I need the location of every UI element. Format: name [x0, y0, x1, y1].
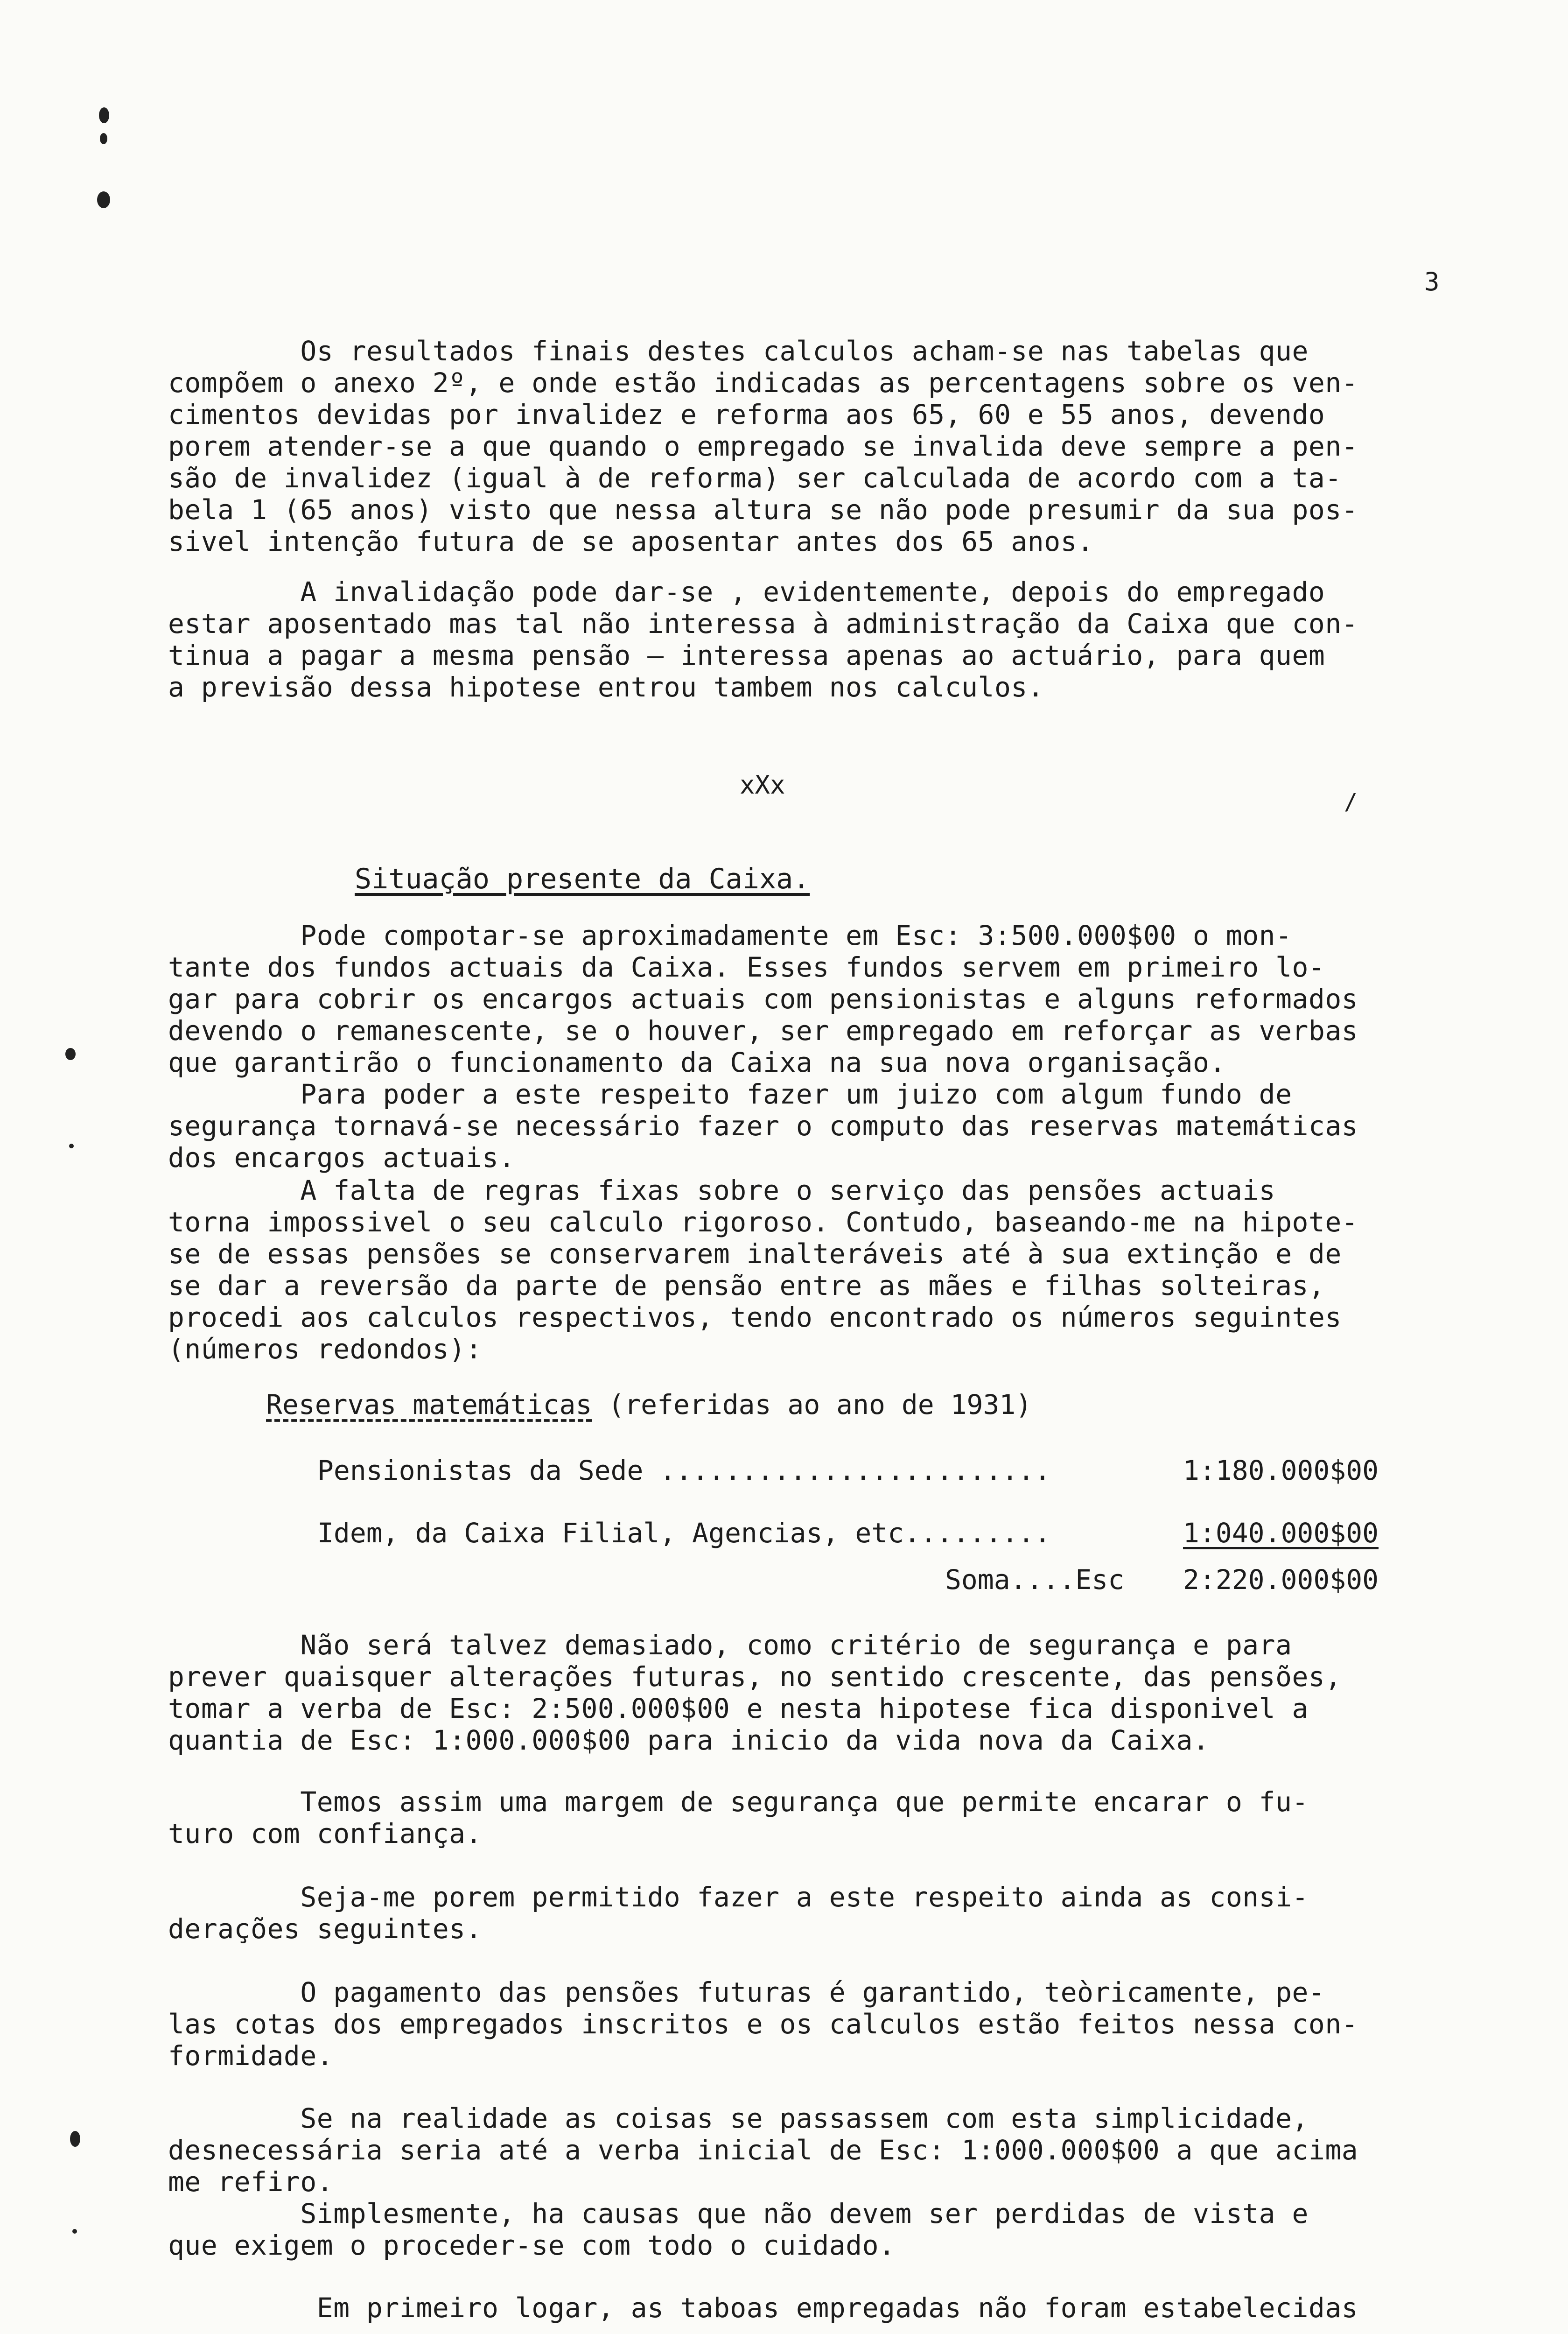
text-line: (números redondos):: [168, 1333, 482, 1365]
text-line: turo com confiança.: [168, 1818, 482, 1849]
text-line: segurança tornavá-se necessário fazer o computo das reservas matemáticas: [168, 1110, 1358, 1142]
text-line: sivel intenção futura de se aposentar antes dos 65 anos.: [168, 526, 1094, 557]
section-separator: xXx: [740, 770, 785, 800]
text-line: são de invalidez (igual à de reforma) ser calculada de acordo com a ta-: [168, 462, 1342, 494]
paragraph-8: [168, 1881, 1512, 1945]
margin-ink-mark: [69, 1144, 74, 1148]
text-line: Para poder a este respeito fazer um juizo com algum fundo de: [168, 1078, 1292, 1110]
text-line: tomar a verba de Esc: 2:500.000$00 e nesta hipotese fica disponivel a: [168, 1693, 1309, 1724]
text-line: se dar a reversão da parte de pensão entre as mães e filhas solteiras,: [168, 1270, 1325, 1301]
margin-ink-mark: [65, 1048, 76, 1060]
text-line: bela 1 (65 anos) visto que nessa altura se não pode presumir da sua pos-: [168, 494, 1358, 526]
reserves-row-amount: 1:040.000$00: [1183, 1517, 1379, 1549]
text-line: Seja-me porem permitido fazer a este respeito ainda as consi-: [168, 1881, 1309, 1913]
paragraph-5: [168, 1174, 1512, 1365]
text-line: Pode compotar-se aproximadamente em Esc: 3:500.000$00 o mon-: [168, 920, 1292, 951]
page-number: 3: [1424, 267, 1440, 296]
reserves-title-underlined: Reservas matemáticas: [266, 1389, 592, 1420]
text-line: Se na realidade as coisas se passassem com esta simplicidade,: [168, 2102, 1309, 2134]
paragraph-3: [168, 920, 1512, 1078]
reserves-row-amount: 1:180.000$00: [1183, 1455, 1379, 1486]
text-line: formidade.: [168, 2040, 334, 2072]
paragraph-4: [168, 1078, 1512, 1174]
paragraph-2: [168, 576, 1512, 703]
margin-ink-mark: [70, 2131, 80, 2147]
margin-ink-mark: [72, 2229, 77, 2234]
reserves-title-rest: (referidas ao ano de 1931): [592, 1389, 1032, 1420]
text-line: A falta de regras fixas sobre o serviço das pensões actuais: [168, 1174, 1276, 1206]
reserves-table-title: [266, 1389, 1032, 1420]
paragraph-1: [168, 335, 1512, 557]
text-line: Os resultados finais destes calculos acham-se nas tabelas que: [168, 335, 1309, 367]
text-line: Em primeiro logar, as taboas empregadas não foram estabelecidas: [168, 2292, 1358, 2324]
text-line: tante dos fundos actuais da Caixa. Esses fundos servem em primeiro lo-: [168, 951, 1325, 983]
text-line: tinua a pagar a mesma pensão — interessa apenas ao actuário, para quem: [168, 640, 1325, 671]
text-line: procedi aos calculos respectivos, tendo encontrado os números seguintes: [168, 1301, 1342, 1333]
stray-mark: /: [1344, 789, 1358, 815]
text-line: devendo o remanescente, se o houver, ser empregado em reforçar as verbas: [168, 1015, 1358, 1047]
reserves-row-label: Idem, da Caixa Filial, Agencias, etc.........: [317, 1517, 1051, 1549]
margin-ink-mark: [99, 107, 109, 123]
reserves-total-amount: 2:220.000$00: [1183, 1564, 1379, 1596]
paragraph-7: [168, 1786, 1512, 1849]
text-line: prever quaisquer alterações futuras, no sentido crescente, das pensões,: [168, 1661, 1342, 1693]
text-line: Não será talvez demasiado, como critério de segurança e para: [168, 1629, 1292, 1661]
text-line: dos encargos actuais.: [168, 1142, 515, 1174]
text-line: se de essas pensões se conservarem inalteráveis até à sua extinção e de: [168, 1238, 1342, 1270]
paragraph-9: [168, 1976, 1512, 2072]
paragraph-10: [168, 2102, 1512, 2198]
text-line: las cotas dos empregados inscritos e os calculos estão feitos nessa con-: [168, 2008, 1358, 2040]
reserves-row-label: Pensionistas da Sede ........................: [317, 1455, 1051, 1486]
text-line: cimentos devidas por invalidez e reforma aos 65, 60 e 55 anos, devendo: [168, 399, 1325, 430]
text-line: gar para cobrir os encargos actuais com pensionistas e alguns reformados: [168, 983, 1358, 1015]
reserves-total-label: Soma....Esc: [945, 1564, 1125, 1596]
section-heading: Situação presente da Caixa.: [355, 863, 810, 895]
paragraph-12: [168, 2292, 1512, 2324]
text-line: me refiro.: [168, 2166, 334, 2198]
paragraph-6: [168, 1629, 1512, 1756]
margin-ink-mark: [100, 133, 107, 144]
text-line: derações seguintes.: [168, 1913, 482, 1945]
text-line: Simplesmente, ha causas que não devem ser perdidas de vista e: [168, 2198, 1309, 2229]
text-line: que garantirão o funcionamento da Caixa na sua nova organisação.: [168, 1047, 1226, 1078]
text-line: que exigem o proceder-se com todo o cuidado.: [168, 2229, 896, 2261]
paragraph-11: [168, 2198, 1512, 2261]
text-line: desnecessária seria até a verba inicial de Esc: 1:000.000$00 a que acima: [168, 2134, 1358, 2166]
margin-ink-mark: [97, 191, 110, 208]
text-line: quantia de Esc: 1:000.000$00 para inicio da vida nova da Caixa.: [168, 1724, 1210, 1756]
text-line: torna impossivel o seu calculo rigoroso. Contudo, baseando-me na hipote-: [168, 1206, 1358, 1238]
text-line: Temos assim uma margem de segurança que permite encarar o fu-: [168, 1786, 1309, 1818]
text-line: a previsão dessa hipotese entrou tambem nos calculos.: [168, 671, 1044, 703]
text-line: porem atender-se a que quando o empregado se invalida deve sempre a pen-: [168, 430, 1358, 462]
text-line: compõem o anexo 2º, e onde estão indicadas as percentagens sobre os ven-: [168, 367, 1358, 399]
text-line: O pagamento das pensões futuras é garantido, teòricamente, pe-: [168, 1976, 1325, 2008]
text-line: estar aposentado mas tal não interessa à administração da Caixa que con-: [168, 608, 1358, 640]
text-line: A invalidação pode dar-se , evidentemente, depois do empregado: [168, 576, 1325, 608]
